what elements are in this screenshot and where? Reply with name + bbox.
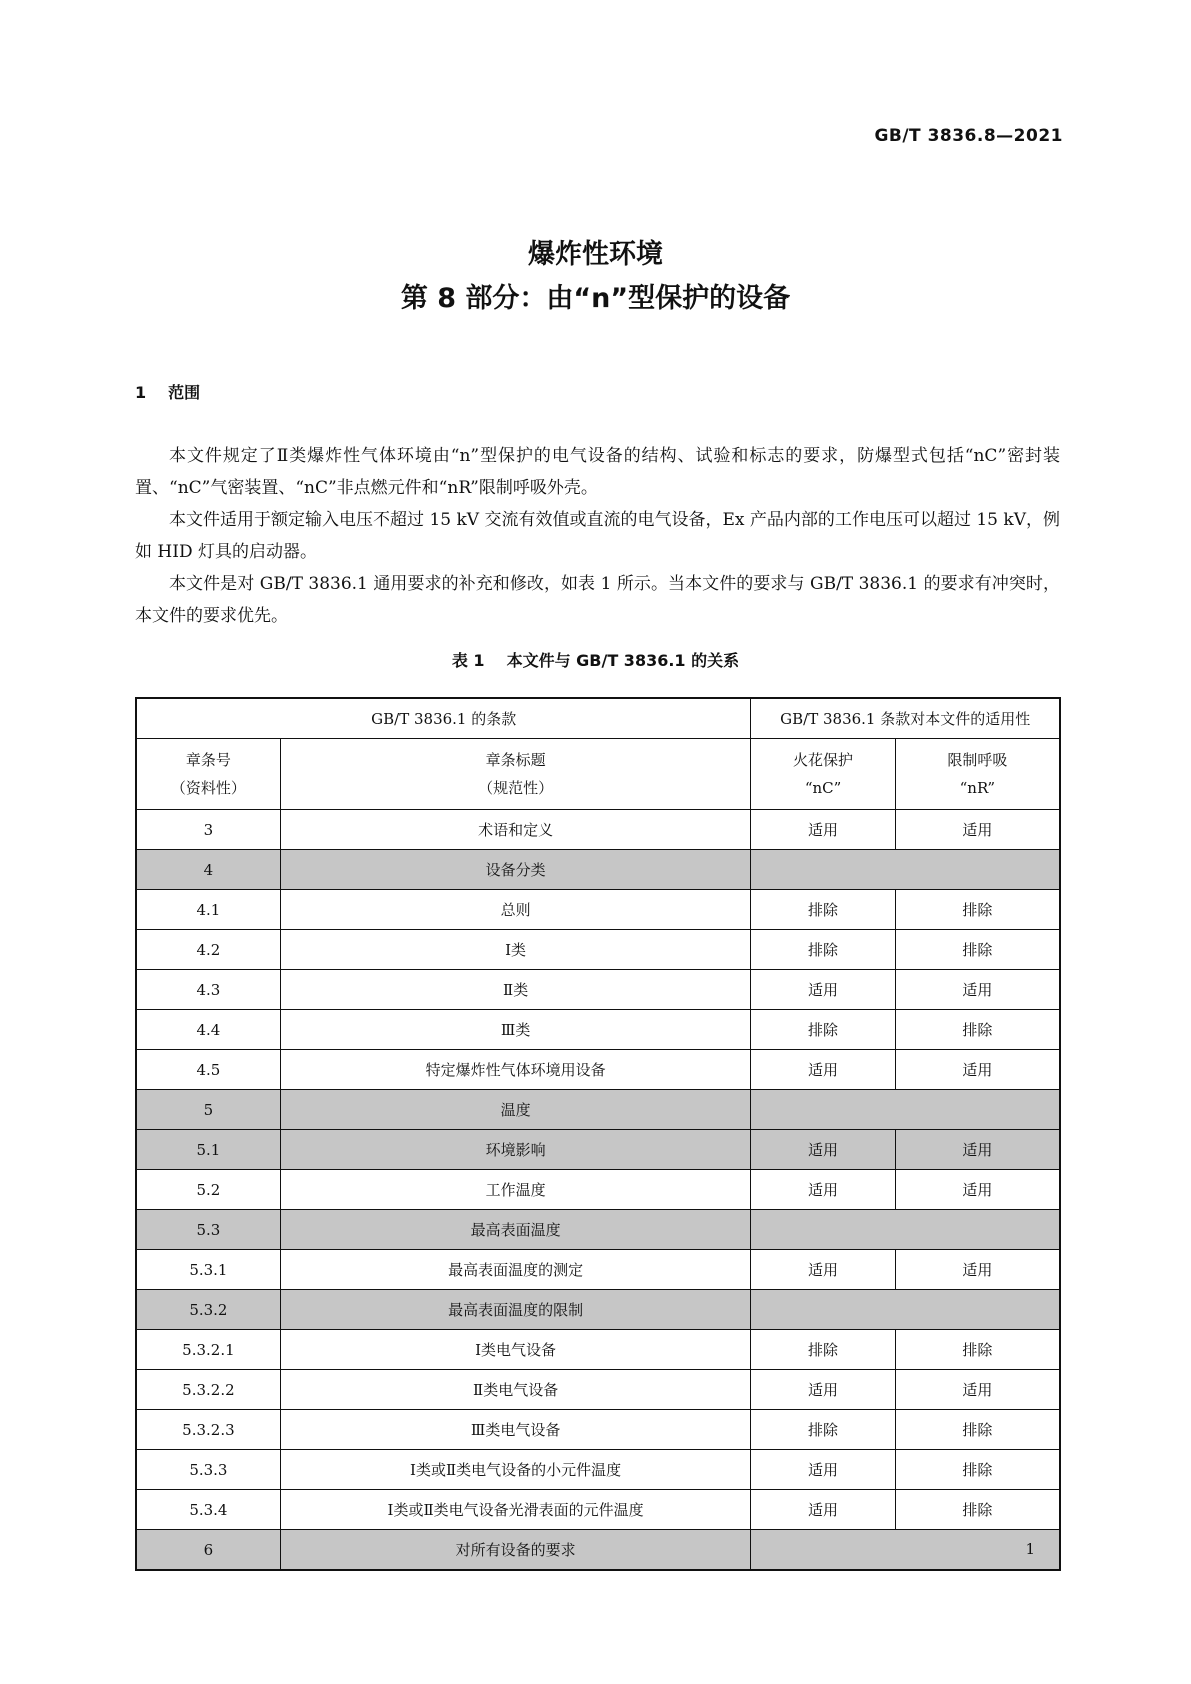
cell-nc: 适用 bbox=[751, 1250, 895, 1290]
cell-nr: 适用 bbox=[895, 1130, 1060, 1170]
cell-nc: 排除 bbox=[751, 1330, 895, 1370]
table-row bbox=[136, 1010, 1060, 1050]
cell-clause: 4.3 bbox=[136, 970, 280, 1010]
paragraph: 本文件是对 GB/T 3836.1 通用要求的补充和修改，如表 1 所示。当本文件的要求与 GB/T 3836.1 的要求有冲突时，本文件的要求优先。 bbox=[135, 574, 1060, 626]
table-row bbox=[136, 890, 1060, 930]
cell-title: 特定爆炸性气体环境用设备 bbox=[280, 1050, 751, 1090]
cell-nr: 适用 bbox=[895, 1370, 1060, 1410]
section-number: 1 bbox=[135, 383, 147, 402]
cell-title: Ⅲ类电气设备 bbox=[280, 1410, 751, 1450]
table-row bbox=[136, 1410, 1060, 1450]
cell-clause: 5 bbox=[136, 1090, 280, 1130]
cell-title: Ⅰ类电气设备 bbox=[280, 1330, 751, 1370]
cell-clause: 5.3.2.3 bbox=[136, 1410, 280, 1450]
cell-clause: 4 bbox=[136, 850, 280, 890]
table-row bbox=[136, 1490, 1060, 1530]
table-row bbox=[136, 1090, 1060, 1130]
cell-title: Ⅱ类 bbox=[280, 970, 751, 1010]
cell-nr: 适用 bbox=[895, 810, 1060, 850]
cell-nc: 排除 bbox=[751, 1010, 895, 1050]
cell-nr: 适用 bbox=[895, 1250, 1060, 1290]
table-row bbox=[136, 850, 1060, 890]
cell-clause: 4.2 bbox=[136, 930, 280, 970]
col-header-title: 章条标题 （规范性） bbox=[280, 739, 751, 810]
cell-nr: 排除 bbox=[895, 890, 1060, 930]
cell-nr: 适用 bbox=[895, 970, 1060, 1010]
scope-body bbox=[135, 440, 1060, 632]
table-row bbox=[136, 1450, 1060, 1490]
cell-title: 温度 bbox=[280, 1090, 751, 1130]
cell-clause: 5.3.4 bbox=[136, 1490, 280, 1530]
col-header-nr: 限制呼吸 “nR” bbox=[895, 739, 1060, 810]
page-number: 1 bbox=[1025, 1540, 1035, 1558]
header-group-applicability: GB/T 3836.1 条款对本文件的适用性 bbox=[751, 698, 1060, 739]
table-caption bbox=[0, 648, 1191, 671]
cell-nc: 适用 bbox=[751, 1490, 895, 1530]
table-row bbox=[136, 1170, 1060, 1210]
cell-title: 最高表面温度的测定 bbox=[280, 1250, 751, 1290]
cell-clause: 5.1 bbox=[136, 1130, 280, 1170]
cell-nc: 排除 bbox=[751, 930, 895, 970]
cell-applicability-merged bbox=[751, 1210, 1060, 1250]
cell-clause: 5.3.1 bbox=[136, 1250, 280, 1290]
cell-nc: 适用 bbox=[751, 1170, 895, 1210]
cell-clause: 3 bbox=[136, 810, 280, 850]
cell-title: 最高表面温度的限制 bbox=[280, 1290, 751, 1330]
cell-nc: 排除 bbox=[751, 890, 895, 930]
cell-title: 环境影响 bbox=[280, 1130, 751, 1170]
cell-nr: 排除 bbox=[895, 1410, 1060, 1450]
cell-clause: 5.3.2.1 bbox=[136, 1330, 280, 1370]
standard-code: GB/T 3836.8—2021 bbox=[874, 126, 1063, 146]
document-title: 爆炸性环境 bbox=[528, 239, 663, 270]
section-heading bbox=[135, 380, 200, 403]
cell-nr: 排除 bbox=[895, 1490, 1060, 1530]
table-row bbox=[136, 1130, 1060, 1170]
cell-title: 对所有设备的要求 bbox=[280, 1530, 751, 1571]
cell-clause: 5.3.2.2 bbox=[136, 1370, 280, 1410]
table-row bbox=[136, 970, 1060, 1010]
table-row bbox=[136, 1250, 1060, 1290]
table-row bbox=[136, 1530, 1060, 1571]
cell-title: 术语和定义 bbox=[280, 810, 751, 850]
cell-nr: 排除 bbox=[895, 1450, 1060, 1490]
paragraph: 本文件适用于额定输入电压不超过 15 kV 交流有效值或直流的电气设备，Ex 产品内部的工作电压可以超过 15 kV，例如 HID 灯具的启动器。 bbox=[135, 510, 1060, 562]
cell-nr: 适用 bbox=[895, 1050, 1060, 1090]
col-header-clause: 章条号 （资料性） bbox=[136, 739, 280, 810]
cell-clause: 6 bbox=[136, 1530, 280, 1571]
table-row bbox=[136, 810, 1060, 850]
cell-applicability-merged bbox=[751, 850, 1060, 890]
cell-title: 最高表面温度 bbox=[280, 1210, 751, 1250]
table-caption-number: 表 1 bbox=[451, 651, 485, 670]
cell-clause: 5.3.2 bbox=[136, 1290, 280, 1330]
cell-applicability-merged bbox=[751, 1530, 1060, 1571]
cell-nr: 适用 bbox=[895, 1170, 1060, 1210]
cell-nr: 排除 bbox=[895, 1010, 1060, 1050]
document-subtitle: 第 8 部分：由“n”型保护的设备 bbox=[400, 283, 791, 314]
cell-nr: 排除 bbox=[895, 930, 1060, 970]
cell-title: 工作温度 bbox=[280, 1170, 751, 1210]
cell-title: 设备分类 bbox=[280, 850, 751, 890]
cell-nc: 适用 bbox=[751, 810, 895, 850]
cell-nc: 适用 bbox=[751, 1050, 895, 1090]
table-row bbox=[136, 1290, 1060, 1330]
cell-clause: 5.2 bbox=[136, 1170, 280, 1210]
relationship-table bbox=[135, 697, 1061, 1571]
cell-clause: 5.3 bbox=[136, 1210, 280, 1250]
table-row bbox=[136, 1370, 1060, 1410]
cell-clause: 5.3.3 bbox=[136, 1450, 280, 1490]
cell-nc: 排除 bbox=[751, 1410, 895, 1450]
cell-nc: 适用 bbox=[751, 1450, 895, 1490]
table-caption-text: 本文件与 GB/T 3836.1 的关系 bbox=[506, 651, 740, 670]
cell-clause: 4.1 bbox=[136, 890, 280, 930]
cell-clause: 4.5 bbox=[136, 1050, 280, 1090]
table-row bbox=[136, 1050, 1060, 1090]
cell-nr: 排除 bbox=[895, 1330, 1060, 1370]
cell-nc: 适用 bbox=[751, 1130, 895, 1170]
table-body bbox=[136, 810, 1060, 1571]
table-row bbox=[136, 1210, 1060, 1250]
cell-title: Ⅰ类 bbox=[280, 930, 751, 970]
table-row bbox=[136, 930, 1060, 970]
header-group-clauses: GB/T 3836.1 的条款 bbox=[136, 698, 751, 739]
cell-nc: 适用 bbox=[751, 970, 895, 1010]
cell-nc: 适用 bbox=[751, 1370, 895, 1410]
section-title: 范围 bbox=[168, 383, 201, 402]
cell-applicability-merged bbox=[751, 1090, 1060, 1130]
col-header-nc: 火花保护 “nC” bbox=[751, 739, 895, 810]
cell-clause: 4.4 bbox=[136, 1010, 280, 1050]
cell-title: 总则 bbox=[280, 890, 751, 930]
cell-title: Ⅱ类电气设备 bbox=[280, 1370, 751, 1410]
table-row bbox=[136, 1330, 1060, 1370]
cell-applicability-merged bbox=[751, 1290, 1060, 1330]
paragraph: 本文件规定了Ⅱ类爆炸性气体环境由“n”型保护的电气设备的结构、试验和标志的要求，防爆型式包括“nC”密封装置、“nC”气密装置、“nC”非点燃元件和“nR”限制呼吸外壳。 bbox=[135, 446, 1060, 498]
cell-title: Ⅲ类 bbox=[280, 1010, 751, 1050]
cell-title: Ⅰ类或Ⅱ类电气设备光滑表面的元件温度 bbox=[280, 1490, 751, 1530]
cell-title: Ⅰ类或Ⅱ类电气设备的小元件温度 bbox=[280, 1450, 751, 1490]
